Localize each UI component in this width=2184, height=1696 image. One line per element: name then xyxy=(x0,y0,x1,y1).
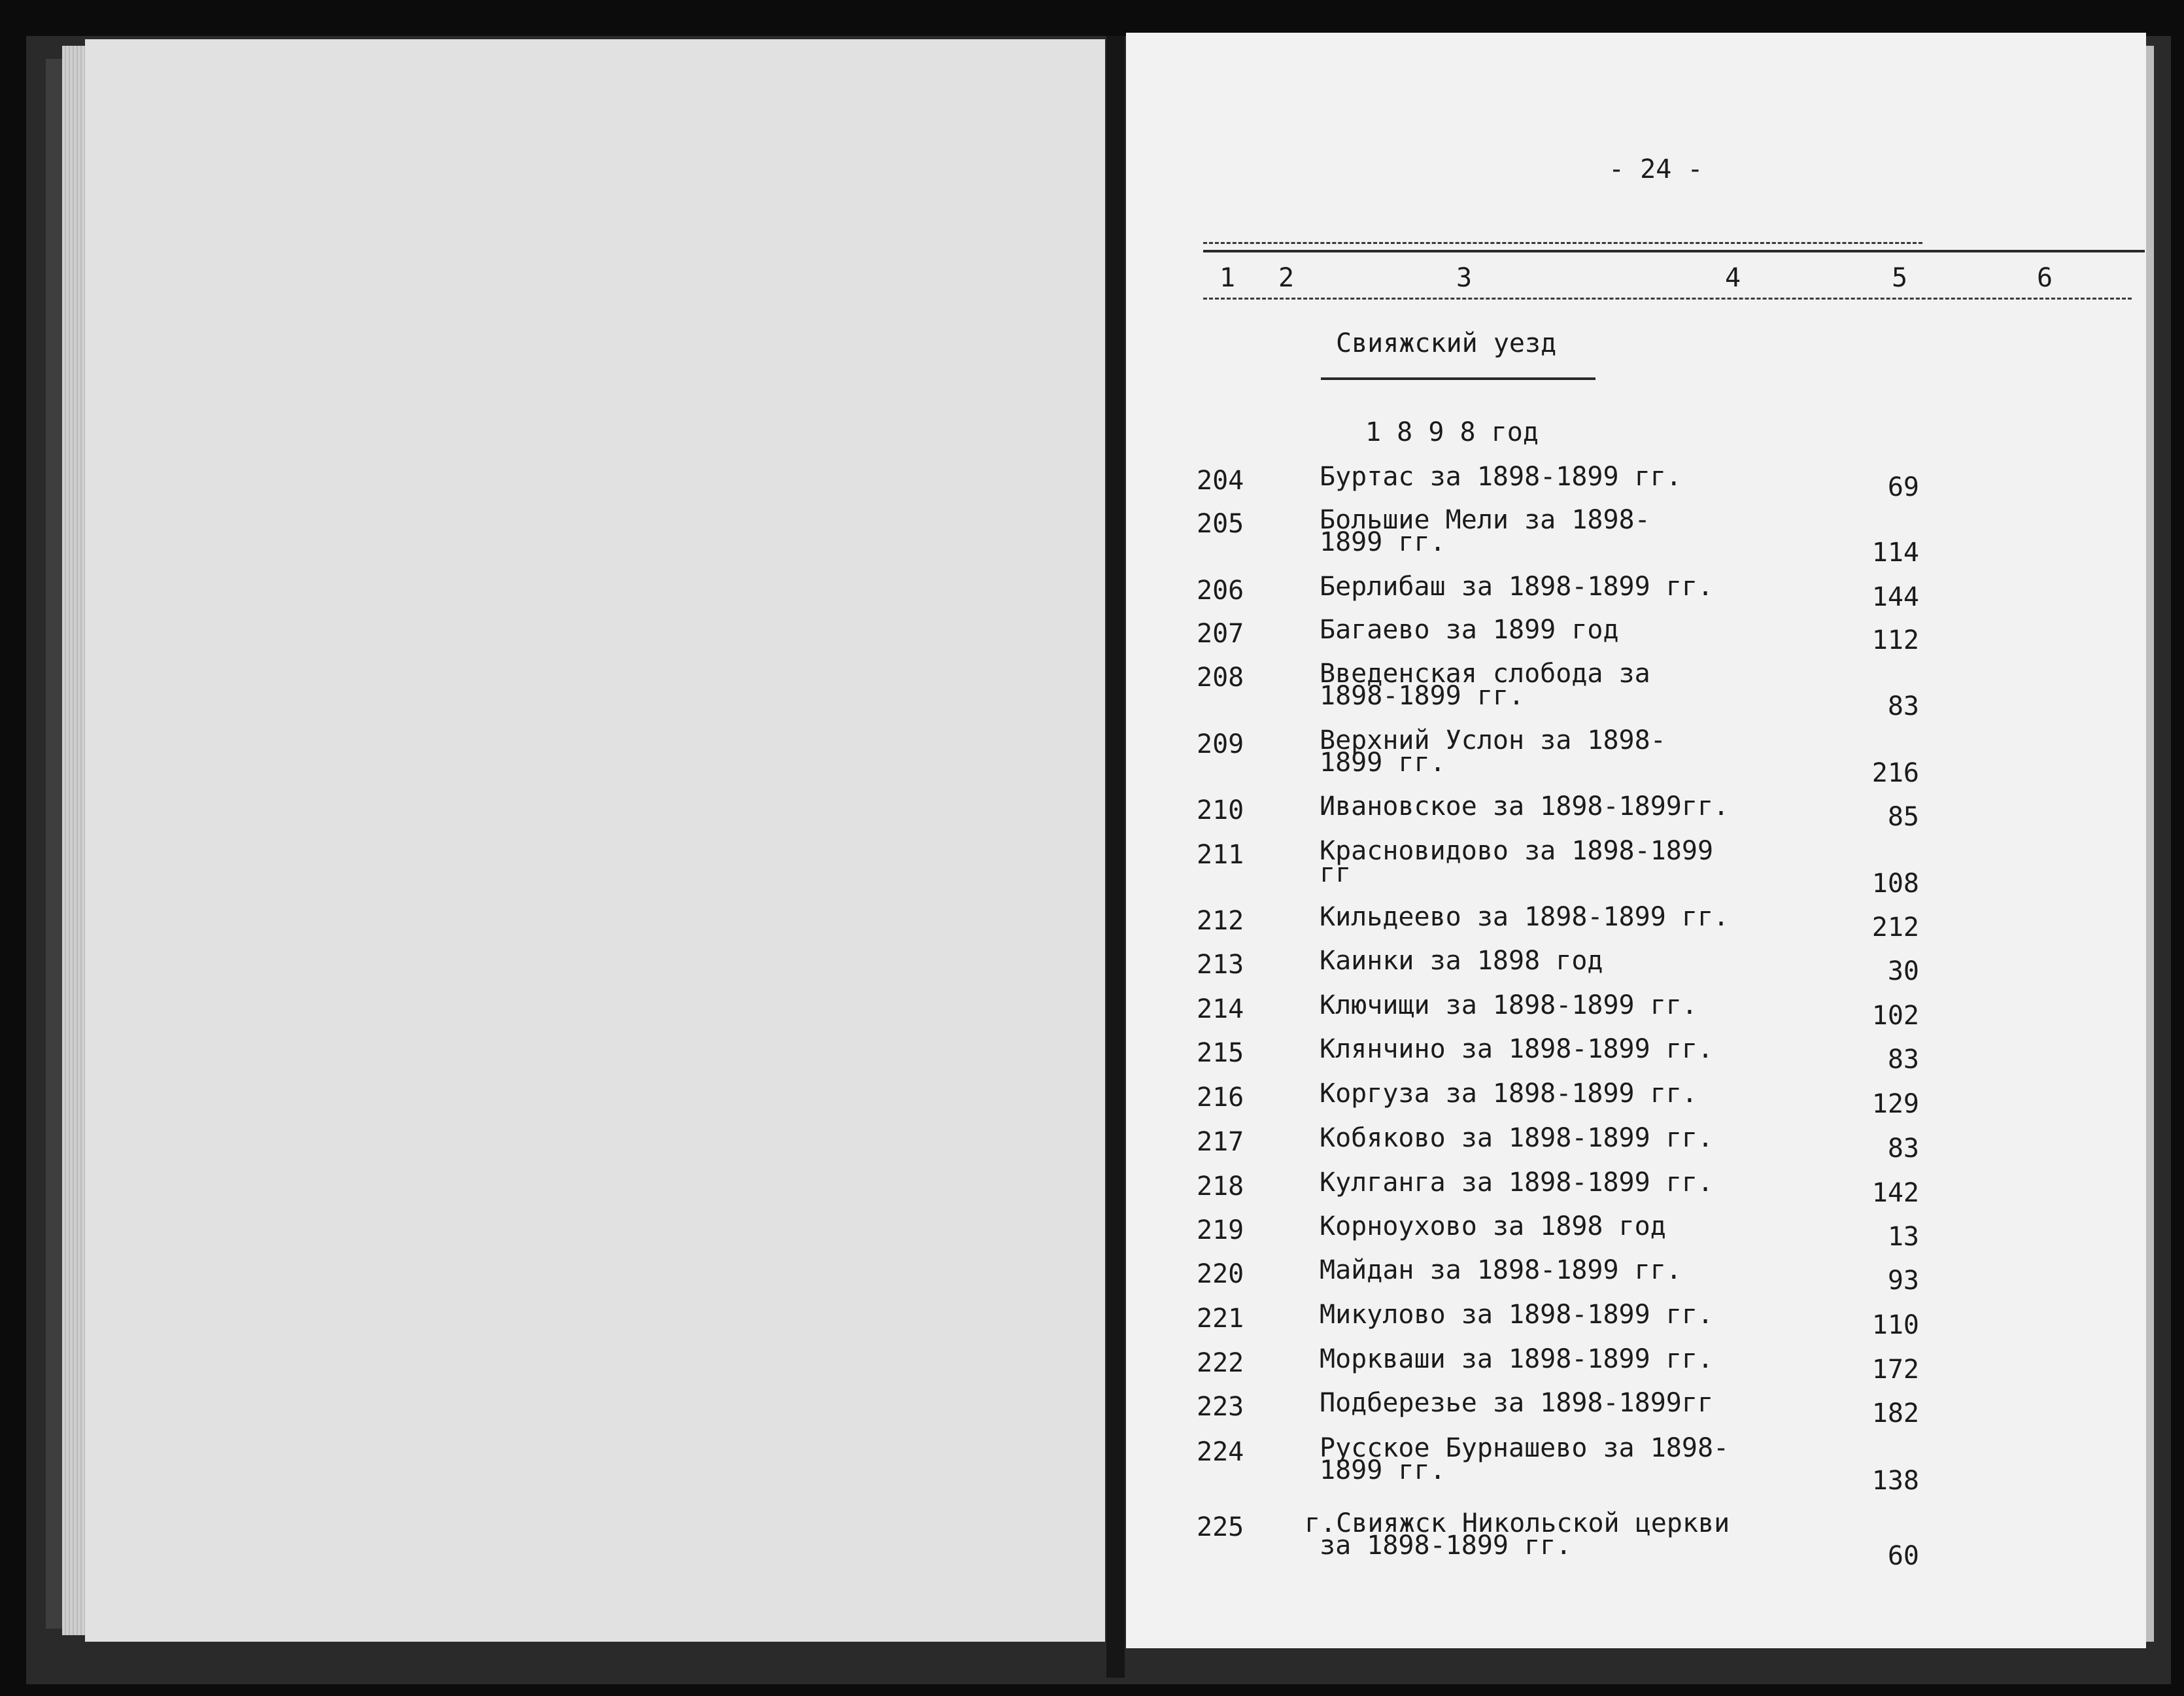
row-value: 212 xyxy=(1871,912,1919,943)
row-number: 218 xyxy=(1197,1171,1244,1202)
row-value: 216 xyxy=(1871,758,1919,788)
row-number: 221 xyxy=(1197,1304,1244,1334)
book-gutter xyxy=(1106,36,1125,1678)
table-header-rule-bottom xyxy=(1203,298,2132,300)
row-number: 205 xyxy=(1197,509,1244,539)
row-value: 129 xyxy=(1871,1089,1919,1119)
row-value: 60 xyxy=(1887,1541,1919,1571)
row-name-line: Большие Мели за 1898- xyxy=(1320,505,1650,535)
row-value: 93 xyxy=(1887,1266,1919,1296)
row-name-line: 1898-1899 гг. xyxy=(1320,681,1525,711)
column-header-2: 2 xyxy=(1278,263,1295,293)
column-header-5: 5 xyxy=(1892,263,1908,293)
row-number: 212 xyxy=(1197,906,1244,936)
row-value: 110 xyxy=(1871,1310,1919,1340)
row-number: 225 xyxy=(1197,1512,1244,1542)
row-value: 69 xyxy=(1887,472,1919,502)
row-number: 223 xyxy=(1197,1392,1244,1422)
row-name-line: Коргуза за 1898-1899 гг. xyxy=(1320,1079,1698,1109)
row-name-line: Микулово за 1898-1899 гг. xyxy=(1320,1300,1714,1330)
row-number: 220 xyxy=(1197,1259,1244,1289)
row-value: 83 xyxy=(1887,691,1919,721)
row-number: 216 xyxy=(1197,1082,1244,1113)
row-value: 142 xyxy=(1871,1178,1919,1208)
row-name-line: за 1898-1899 гг. xyxy=(1320,1531,1572,1561)
row-name-line: Верхний Услон за 1898- xyxy=(1320,725,1666,755)
row-number: 208 xyxy=(1197,663,1244,693)
row-number: 209 xyxy=(1197,729,1244,759)
row-number: 207 xyxy=(1197,619,1244,649)
row-name-line: 1899 гг. xyxy=(1320,1455,1446,1485)
row-number: 219 xyxy=(1197,1215,1244,1245)
row-name-line: Багаево за 1899 год xyxy=(1320,615,1619,645)
row-number: 214 xyxy=(1197,994,1244,1024)
row-name-line: Кильдеево за 1898-1899 гг. xyxy=(1320,902,1730,932)
row-number: 217 xyxy=(1197,1127,1244,1157)
column-header-4: 4 xyxy=(1725,263,1741,293)
row-value: 172 xyxy=(1871,1355,1919,1385)
row-name-line: Введенская слобода за xyxy=(1320,659,1650,689)
row-number: 211 xyxy=(1197,840,1244,870)
row-name-line: Ивановское за 1898-1899гг. xyxy=(1320,791,1730,822)
row-number: 222 xyxy=(1197,1348,1244,1378)
row-name-line: Русское Бурнашево за 1898- xyxy=(1320,1433,1730,1463)
row-name-line: Кобяково за 1898-1899 гг. xyxy=(1320,1123,1714,1153)
row-name-line: гг xyxy=(1320,858,1352,888)
row-name-line: Ключищи за 1898-1899 гг. xyxy=(1320,990,1698,1020)
row-name-line: Подберезье за 1898-1899гг xyxy=(1320,1388,1714,1418)
row-value: 30 xyxy=(1887,956,1919,986)
right-page-edge xyxy=(2146,46,2154,1642)
row-number: 210 xyxy=(1197,795,1244,825)
row-value: 102 xyxy=(1871,1001,1919,1031)
row-value: 144 xyxy=(1871,582,1919,612)
column-header-3: 3 xyxy=(1456,263,1473,293)
row-number: 215 xyxy=(1197,1038,1244,1068)
left-page-blank xyxy=(85,39,1105,1642)
row-value: 13 xyxy=(1887,1222,1919,1252)
section-title-underline xyxy=(1321,377,1595,380)
row-number: 213 xyxy=(1197,950,1244,980)
table-header-rule-top xyxy=(1203,250,2145,252)
row-value: 112 xyxy=(1871,625,1919,655)
row-name-line: 1899 гг. xyxy=(1320,527,1446,557)
section-title: Свияжский уезд xyxy=(1336,328,1557,358)
row-number: 224 xyxy=(1197,1437,1244,1467)
row-number: 204 xyxy=(1197,466,1244,496)
row-name-line: Майдан за 1898-1899 гг. xyxy=(1320,1255,1682,1285)
row-name-line: Моркваши за 1898-1899 гг. xyxy=(1320,1344,1714,1374)
row-name-line: г.Свияжск Никольской церкви xyxy=(1305,1508,1730,1538)
row-value: 182 xyxy=(1871,1398,1919,1428)
row-name-line: Клянчино за 1898-1899 гг. xyxy=(1320,1034,1714,1064)
row-value: 83 xyxy=(1887,1045,1919,1075)
row-name-line: Каинки за 1898 год xyxy=(1320,946,1603,976)
page-number: - 24 - xyxy=(1609,154,1703,184)
row-name-line: Берлибаш за 1898-1899 гг. xyxy=(1320,572,1714,602)
row-value: 108 xyxy=(1871,869,1919,899)
row-name-line: Кулганга за 1898-1899 гг. xyxy=(1320,1168,1714,1198)
row-number: 206 xyxy=(1197,576,1244,606)
row-name-line: 1899 гг. xyxy=(1320,748,1446,778)
row-value: 85 xyxy=(1887,802,1919,832)
row-name-line: Корноухово за 1898 год xyxy=(1320,1211,1666,1241)
table-header-rule-upper xyxy=(1203,242,1922,244)
row-value: 114 xyxy=(1871,538,1919,568)
row-value: 138 xyxy=(1871,1466,1919,1496)
column-header-6: 6 xyxy=(2037,263,2053,293)
column-header-1: 1 xyxy=(1220,263,1236,293)
row-name-line: Красновидово за 1898-1899 xyxy=(1320,836,1714,866)
row-name-line: Буртас за 1898-1899 гг. xyxy=(1320,462,1682,492)
year-heading: 1 8 9 8 год xyxy=(1365,417,1539,447)
row-value: 83 xyxy=(1887,1134,1919,1164)
